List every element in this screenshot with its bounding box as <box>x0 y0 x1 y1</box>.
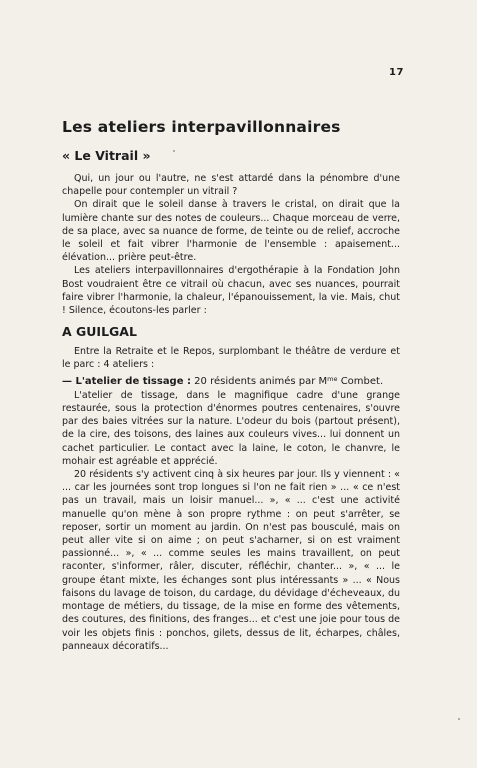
workshop-detail: 20 résidents animés par M <box>190 375 328 387</box>
workshop-dash: — <box>62 375 76 387</box>
section-intro: Entre la Retraite et le Repos, surplombant le théâtre de verdure et le parc : 4 ateliers : <box>62 346 400 371</box>
workshop-name: L'atelier de tissage : <box>75 375 191 387</box>
intro-paragraph-3: Les ateliers interpavillonnaires d'ergothérapie à la Fondation John Bost voudraient être ce vitrail où chacun, avec ses nuances, pourrait faire vibrer l'harmonie, la chaleur, l'épanouissement, la vie. Mais, chut ! Silence, écoutons-les parler : <box>62 265 400 317</box>
intro-paragraph-2: On dirait que le soleil danse à travers le cristal, on dirait que la lumière chante sur des notes de couleurs... Chaque morceau de verre, de sa place, avec sa nuance de forme, de teinte ou de relief, accroche le soleil et fait vibrer l'harmonie de l'ensemble : apaisement... élévation... prière peut-être. <box>62 199 400 264</box>
section-heading: A GUILGAL <box>62 324 137 340</box>
article-title: Les ateliers interpavillonnaires <box>62 118 341 136</box>
intro-paragraph-1: Qui, un jour ou l'autre, ne s'est attardé dans la pénombre d'une chapelle pour contempler un vitrail ? <box>62 173 400 198</box>
article-subtitle: « Le Vitrail » <box>62 148 151 163</box>
workshop-sup: me <box>327 374 338 383</box>
paper-speck <box>458 718 460 720</box>
body-paragraph-1: L'atelier de tissage, dans le magnifique cadre d'une grange restaurée, sous la protection d'énormes poutres centenaires, s'ouvre par des baies vitrées sur la nature. L'odeur du bois (partout présent), de la cire, des toisons, des laines aux couleurs vives... lui donnent un cachet particulier. Le contact avec la laine, le coton, le chanvre, le mohair est agréable et apprécié. <box>62 389 400 467</box>
article <box>62 118 400 653</box>
workshop-tail: Combet. <box>337 375 384 387</box>
workshop-line <box>62 375 400 388</box>
page-number: 17 <box>389 67 404 78</box>
paper-speck <box>173 150 175 152</box>
body-paragraph-2: 20 résidents s'y activent cinq à six heures par jour. Ils y viennent : « ... car les journées sont trop longues si l'on ne fait rien » ... « ce n'est pas un travail, mais un loisir manuel... », « ... c'est une activité manuelle qu'on mène à son propre rythme : on peut s'arrêter, se reposer, sortir un moment au jardin. On n'est pas bousculé, mais on peut aller vite si on aime ; on peut s'acharner, si on est vraiment passionné... », « ... comme seules les mains travaillent, on peut raconter, s'informer, râler, discuter, réfléchir, chanter... », « ... le groupe étant mixte, les échanges sont plus intéressants » ... « Nous faisons du lavage de toison, du cardage, du dévidage d'écheveaux, du montage de métiers, du tissage, de la mise en forme des vêtements, des coutures, des finitions, des franges... et c'est une joie pour tous de voir les objets finis : ponchos, gilets, dessus de lit, écharpes, châles, panneaux décoratifs... <box>62 469 400 652</box>
